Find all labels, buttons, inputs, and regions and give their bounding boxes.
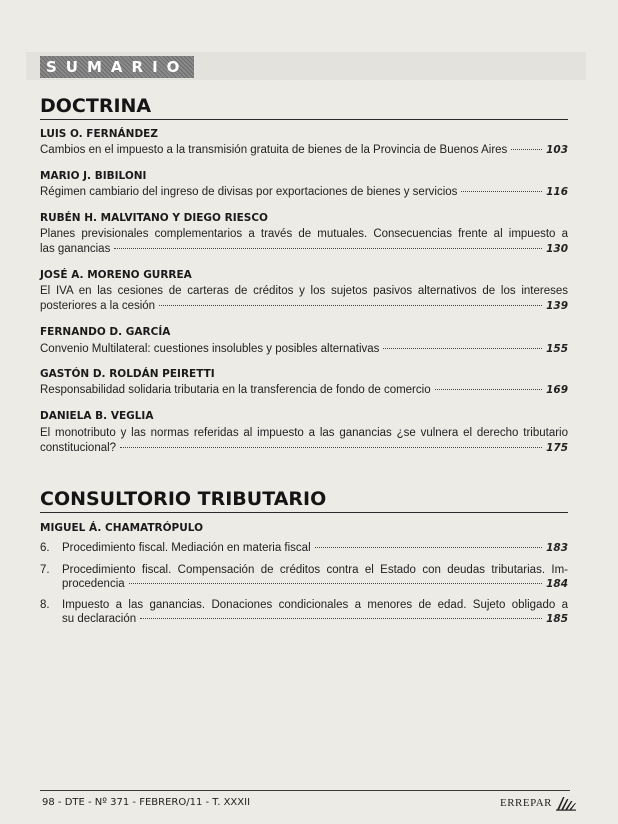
- consultorio-author: MIGUEL Á. CHAMATRÓPULO: [40, 522, 204, 534]
- entry-author: FERNANDO D. GARCÍA: [40, 326, 171, 338]
- item-title: procedencia: [62, 578, 125, 590]
- page-number: 169: [546, 384, 568, 396]
- page-number: 139: [546, 300, 568, 312]
- item-title: Procedimiento fiscal. Mediación en materia fiscal: [62, 542, 311, 554]
- section-title-doctrina: DOCTRINA: [40, 95, 152, 117]
- leader-dots: [461, 191, 542, 192]
- list-item: [40, 541, 568, 555]
- page-number: 185: [546, 613, 568, 625]
- entry-title: Convenio Multilateral: cuestiones insolubles y posibles alternativas: [40, 343, 380, 355]
- entry-author: RUBÉN H. MALVITANO Y DIEGO RIESCO: [40, 212, 268, 224]
- entry-title: posteriores a la cesión: [40, 300, 156, 312]
- footer-citation: 98 - DTE - Nº 371 - FEBRERO/11 - T. XXXII: [42, 797, 251, 808]
- sumario-banner: [40, 56, 194, 78]
- toc-entry: [40, 299, 568, 313]
- leader-dots: [435, 389, 542, 390]
- entry-title-line: Planes previsionales complementarios a través de mutuales. Consecuencias frente al impuesto a: [40, 228, 568, 240]
- entry-author: JOSÉ A. MORENO GURREA: [40, 269, 192, 281]
- entry-title: las ganancias: [40, 243, 111, 255]
- leader-dots: [315, 547, 542, 548]
- item-title: su declaración: [62, 613, 137, 625]
- page-number: 155: [546, 343, 568, 355]
- item-number: 8.: [40, 599, 50, 611]
- page-number: 183: [546, 542, 568, 554]
- toc-entry: [40, 242, 568, 256]
- item-title-line: Procedimiento fiscal. Compensación de créditos contra el Estado con deudas tributarias. Im-: [62, 564, 568, 576]
- leader-dots: [120, 447, 542, 448]
- leader-dots: [159, 305, 542, 306]
- leader-dots: [511, 149, 542, 150]
- entry-author: DANIELA B. VEGLIA: [40, 410, 154, 422]
- entry-author: MARIO J. BIBILONI: [40, 170, 147, 182]
- page-number: 130: [546, 243, 568, 255]
- publisher-logo: [500, 795, 577, 811]
- leader-dots: [383, 348, 542, 349]
- list-item: [40, 563, 568, 591]
- leader-dots: [129, 583, 542, 584]
- toc-entry: [62, 577, 568, 591]
- page-number: 175: [546, 442, 568, 454]
- toc-entry: [40, 441, 568, 455]
- entry-author: LUIS O. FERNÁNDEZ: [40, 128, 158, 140]
- toc-entry: [40, 185, 568, 199]
- page-number: 116: [546, 186, 568, 198]
- footer-rule: [40, 790, 570, 791]
- page-number: 103: [546, 144, 568, 156]
- section-title-consultorio: CONSULTORIO TRIBUTARIO: [40, 488, 327, 510]
- entry-title: constitucional?: [40, 442, 117, 454]
- item-title-line: Impuesto a las ganancias. Donaciones condicionales a menores de edad. Sujeto obligado a: [62, 599, 568, 611]
- toc-entry: [62, 541, 568, 555]
- section-rule: [40, 512, 568, 513]
- page-number: 184: [546, 578, 568, 590]
- entry-title: Cambios en el impuesto a la transmisión gratuita de bienes de la Provincia de Buenos Aires: [40, 144, 508, 156]
- banner-title: SUMARIO: [46, 58, 189, 76]
- toc-entry: [62, 612, 568, 626]
- leader-dots: [114, 248, 542, 249]
- toc-entry: [40, 143, 568, 157]
- entry-title: Régimen cambiario del ingreso de divisas por exportaciones de bienes y servicios: [40, 186, 458, 198]
- entry-title-line: El IVA en las cesiones de carteras de créditos y los sujetos pasivos alternativos de los intereses: [40, 285, 568, 297]
- toc-entry: [40, 383, 568, 397]
- section-rule: [40, 119, 568, 120]
- item-number: 7.: [40, 564, 50, 576]
- entry-title-line: El monotributo y las normas referidas al impuesto a las ganancias ¿se vulnera el derecho tributario: [40, 427, 568, 439]
- list-item: [40, 598, 568, 626]
- item-number: 6.: [40, 542, 50, 554]
- entry-author: GASTÓN D. ROLDÁN PEIRETTI: [40, 368, 215, 380]
- leader-dots: [140, 618, 542, 619]
- errepar-logo-icon: [555, 795, 577, 811]
- publisher-name: ERREPAR: [500, 797, 553, 809]
- toc-entry: [40, 342, 568, 356]
- entry-title: Responsabilidad solidaria tributaria en la transferencia de fondo de comercio: [40, 384, 431, 396]
